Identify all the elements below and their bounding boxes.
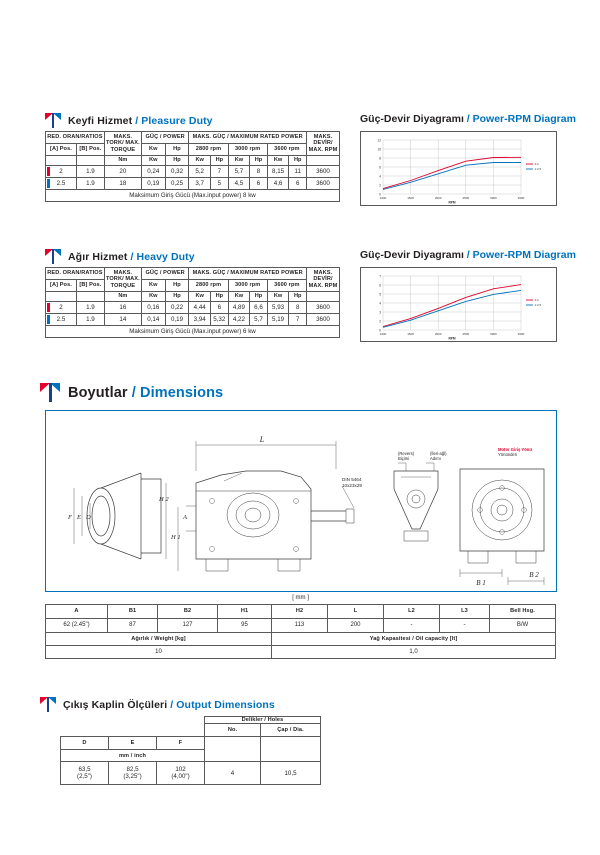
label-B1: B 1 — [476, 579, 486, 587]
cell-kw2-1: 4,22 — [228, 314, 250, 326]
out-head-no: No. — [205, 724, 261, 737]
svg-text:2500: 2500 — [462, 196, 470, 200]
output-dimensions-title — [63, 699, 275, 711]
cell-kw1-0: 5,2 — [189, 166, 211, 178]
label-H1: H 1 — [171, 534, 181, 541]
svg-text:4: 4 — [379, 174, 381, 179]
th-hp4: Hp — [250, 292, 268, 302]
cell-hp3-1: 7 — [289, 314, 307, 326]
svg-text:0: 0 — [379, 328, 381, 333]
svg-text:1500: 1500 — [407, 332, 414, 336]
cell-kw-0: 0,16 — [141, 302, 165, 314]
heavy-diagram-title-tr: Güç-Devir Diyagramı — [360, 249, 464, 261]
cell-hp3-0: 8 — [289, 302, 307, 314]
dimension-drawing-svg — [46, 411, 556, 591]
label-F: F — [68, 514, 72, 521]
th-rpm3000: 3000 rpm — [228, 144, 267, 156]
out-val-E-in: (3,25") — [123, 773, 142, 781]
cell-maxrpm-0: 3600 — [306, 166, 339, 178]
dim-val-L3: - — [440, 619, 490, 633]
heavy-duty-title — [68, 251, 195, 263]
th-kw4: Kw — [228, 292, 250, 302]
dim-val-L: 200 — [328, 619, 384, 633]
label-A: A — [183, 514, 187, 521]
label-motor-tr: Motor Giriş Yönü — [498, 447, 532, 452]
table-row — [46, 646, 556, 659]
th-hp3: Hp — [211, 292, 229, 302]
svg-text:12: 12 — [377, 138, 381, 143]
cell-kw1-0: 4,44 — [189, 302, 211, 314]
svg-text:6: 6 — [379, 165, 381, 170]
output-title-tr: Çıkış Kaplin Ölçüleri — [63, 698, 168, 711]
cell-kw2-0: 4,89 — [228, 302, 250, 314]
th-ratios: RED. ORAN/RATIOS — [46, 268, 105, 280]
dimensions-title-tr: Boyutlar — [68, 384, 128, 401]
table-row — [46, 166, 340, 178]
th-apos: [A] Pos. — [46, 144, 77, 156]
pleasure-diagram-title-en: / Power-RPM Diagram — [466, 113, 576, 125]
th-hp3: Hp — [211, 156, 229, 166]
cell-a-1: 2.5 — [46, 178, 77, 190]
th-rpm3600: 3600 rpm — [267, 144, 306, 156]
cell-kw-1: 0,19 — [141, 178, 165, 190]
th-bpos: [B] Pos. — [76, 280, 104, 292]
flag-icon — [45, 249, 62, 264]
pleasure-note: Maksimum Giriş Gücü (Max.input power) 8 kw — [46, 190, 340, 202]
out-head-F: F — [157, 737, 205, 750]
oil-value: 1,0 — [272, 646, 556, 659]
th-torque: MAKS. TORK/ MAX. TORQUE — [104, 132, 141, 156]
cell-kw3-0: 5,93 — [267, 302, 289, 314]
cell-kw2-1: 4,5 — [228, 178, 250, 190]
th-kw5: Kw — [267, 156, 289, 166]
svg-text:5: 5 — [379, 292, 381, 297]
svg-text:4: 4 — [379, 301, 381, 306]
out-val-D — [61, 762, 109, 785]
flag-icon — [45, 113, 62, 128]
output-dimensions-table — [60, 716, 321, 785]
table-row — [61, 762, 321, 785]
label-din: DIN 5464 — [342, 477, 362, 482]
dim-head-bell: Bell Hsg. — [490, 605, 556, 619]
pleasure-duty-header — [45, 113, 213, 128]
dim-head-H1: H1 — [218, 605, 272, 619]
cell-maxrpm-1: 3600 — [306, 178, 339, 190]
cell-a-0: 2 — [46, 166, 77, 178]
th-power: GÜÇ / POWER — [141, 132, 188, 144]
dim-val-B1: 87 — [108, 619, 158, 633]
cell-hp2-0: 6,6 — [250, 302, 268, 314]
dimensions-title-en: / Dimensions — [131, 384, 224, 401]
th-kw5: Kw — [267, 292, 289, 302]
th-rpm3600: 3600 rpm — [267, 280, 306, 292]
cell-b-0: 1.9 — [76, 302, 104, 314]
pleasure-diagram-title — [360, 113, 576, 125]
svg-text:1000: 1000 — [379, 332, 387, 336]
label-L: L — [259, 435, 265, 444]
heavy-note: Maksimum Giriş Gücü (Max.input power) 6 kw — [46, 326, 340, 338]
pleasure-duty-table — [45, 131, 340, 202]
dim-val-bell: B/W — [490, 619, 556, 633]
cell-hp2-0: 8 — [250, 166, 268, 178]
th-rpm3000: 3000 rpm — [228, 280, 267, 292]
cell-hp2-1: 5,7 — [250, 314, 268, 326]
pleasure-duty-title-tr: Keyfi Hizmet — [68, 114, 133, 127]
cell-nm-0: 20 — [104, 166, 141, 178]
out-head-holes: Delikler / Holes — [205, 717, 321, 724]
flag-icon — [40, 383, 62, 402]
label-din2: 10x23x29 — [342, 483, 362, 488]
out-val-dia: 10,5 — [261, 762, 321, 785]
svg-text:2000: 2000 — [434, 196, 442, 200]
th-nm: Nm — [104, 292, 141, 302]
cell-hp1-1: 5,32 — [211, 314, 229, 326]
svg-text:0: 0 — [379, 192, 381, 197]
output-dimensions-header — [40, 697, 275, 712]
table-row — [46, 302, 340, 314]
table-row — [46, 619, 556, 633]
th-kw2: Kw — [141, 156, 165, 166]
cell-nm-1: 18 — [104, 178, 141, 190]
th-hp2: Hp — [165, 156, 189, 166]
out-val-F-mm: 102 — [175, 766, 186, 774]
svg-text:3600: 3600 — [517, 332, 525, 336]
pleasure-duty-title — [68, 115, 213, 127]
weight-label: Ağırlık / Weight [kg] — [46, 633, 272, 646]
dim-head-L: L — [328, 605, 384, 619]
heavy-duty-table — [45, 267, 340, 338]
dim-val-A: 62 (2.45") — [46, 619, 108, 633]
th-hp5: Hp — [289, 292, 307, 302]
svg-text:1500: 1500 — [407, 196, 414, 200]
oil-label: Yağ Kapasitesi / Oil capacity [lt] — [272, 633, 556, 646]
out-val-D-mm: 63,5 — [78, 766, 91, 774]
out-val-F — [157, 762, 205, 785]
output-title-en: / Output Dimensions — [170, 698, 275, 711]
svg-text:2: 2 — [379, 183, 381, 188]
cell-hp1-1: 5 — [211, 178, 229, 190]
dim-head-L3: L3 — [440, 605, 490, 619]
out-val-D-in: (2,5") — [77, 773, 92, 781]
dimension-drawing — [45, 410, 557, 592]
cell-hp-0: 0,22 — [165, 302, 189, 314]
out-val-F-in: (4,00") — [171, 773, 190, 781]
svg-text:6: 6 — [379, 283, 381, 288]
heavy-duty-header — [45, 249, 195, 264]
cell-hp1-0: 6 — [211, 302, 229, 314]
svg-text:2: 2 — [379, 319, 381, 324]
label-reverse-tr: (Revers) — [398, 451, 415, 456]
svg-text:3000: 3000 — [490, 332, 497, 336]
cell-hp3-0: 11 — [289, 166, 307, 178]
th-hp4: Hp — [250, 156, 268, 166]
pleasure-chart-svg — [361, 132, 556, 205]
cell-nm-0: 16 — [104, 302, 141, 314]
cell-kw1-1: 3,7 — [189, 178, 211, 190]
dim-val-H1: 95 — [218, 619, 272, 633]
th-rated: MAKS. GÜÇ / MAXIMUM RATED POWER — [189, 268, 307, 280]
th-hp5: Hp — [289, 156, 307, 166]
flag-icon — [40, 697, 57, 712]
cell-b-1: 1.9 — [76, 314, 104, 326]
cell-hp-1: 0,19 — [165, 314, 189, 326]
cell-hp2-1: 6 — [250, 178, 268, 190]
cell-maxrpm-1: 3600 — [306, 314, 339, 326]
cell-b-1: 1.9 — [76, 178, 104, 190]
th-hp2: Hp — [165, 292, 189, 302]
heavy-diagram-title — [360, 249, 576, 261]
dimensions-title — [68, 385, 223, 401]
label-motor-en: Yönünden — [498, 452, 518, 457]
label-forward-tr: (İleri-ağl) — [430, 451, 447, 456]
cell-maxrpm-0: 3600 — [306, 302, 339, 314]
th-kw: Kw — [141, 144, 165, 156]
th-kw4: Kw — [228, 156, 250, 166]
out-head-D: D — [61, 737, 109, 750]
label-reverse-en: Biçimi — [398, 456, 410, 461]
cell-kw3-0: 8,15 — [267, 166, 289, 178]
svg-text:2500: 2500 — [462, 332, 470, 336]
dim-head-B1: B1 — [108, 605, 158, 619]
th-rpm2800: 2800 rpm — [189, 280, 228, 292]
dimensions-table — [45, 593, 556, 659]
cell-a-1: 2.5 — [46, 314, 77, 326]
heavy-chart — [360, 267, 557, 342]
th-nm: Nm — [104, 156, 141, 166]
svg-text:RPM: RPM — [448, 200, 456, 205]
cell-kw3-1: 5,19 — [267, 314, 289, 326]
dim-val-H2: 113 — [272, 619, 328, 633]
th-bpos: [B] Pos. — [76, 144, 104, 156]
label-B2: B 2 — [529, 571, 539, 579]
pleasure-chart — [360, 131, 557, 206]
th-maxrpm: MAKS. DEVİR/ MAX. RPM — [306, 268, 339, 292]
unit-label: [ mm ] — [292, 595, 309, 602]
th-torque: MAKS. TORK/ MAX. TORQUE — [104, 268, 141, 292]
out-val-E — [109, 762, 157, 785]
dim-val-L2: - — [384, 619, 440, 633]
dim-head-H2: H2 — [272, 605, 328, 619]
th-ratios: RED. ORAN/RATIOS — [46, 132, 105, 144]
label-H2: H 2 — [159, 496, 169, 503]
cell-kw-0: 0,24 — [141, 166, 165, 178]
cell-hp-1: 0,25 — [165, 178, 189, 190]
label-D: D — [86, 514, 91, 521]
cell-kw1-1: 3,94 — [189, 314, 211, 326]
cell-b-0: 1.9 — [76, 166, 104, 178]
out-head-dia: Çap / Dia. — [261, 724, 321, 737]
svg-text:1000: 1000 — [379, 196, 387, 200]
label-E: E — [77, 514, 81, 521]
cell-hp1-0: 7 — [211, 166, 229, 178]
dimensions-header — [40, 383, 223, 402]
pleasure-diagram-title-tr: Güç-Devir Diyagramı — [360, 113, 464, 125]
svg-text:3: 3 — [379, 310, 381, 315]
svg-text:3000: 3000 — [490, 196, 497, 200]
dim-head-B2: B2 — [158, 605, 218, 619]
out-val-E-mm: 82,5 — [126, 766, 139, 774]
cell-a-0: 2 — [46, 302, 77, 314]
th-hp: Hp — [165, 144, 189, 156]
th-nm-blank — [46, 156, 77, 166]
cell-kw-1: 0,14 — [141, 314, 165, 326]
th-kw3: Kw — [189, 156, 211, 166]
th-hp: Hp — [165, 280, 189, 292]
out-head-E: E — [109, 737, 157, 750]
dim-head-L2: L2 — [384, 605, 440, 619]
cell-kw3-1: 4,6 — [267, 178, 289, 190]
svg-text:RPM: RPM — [448, 336, 456, 341]
cell-kw2-0: 5,7 — [228, 166, 250, 178]
th-apos: [A] Pos. — [46, 280, 77, 292]
th-kw: Kw — [141, 280, 165, 292]
th-power: GÜÇ / POWER — [141, 268, 188, 280]
dim-head-A: A — [46, 605, 108, 619]
svg-text:1:2,5: 1:2,5 — [534, 303, 542, 308]
th-kw3: Kw — [189, 292, 211, 302]
dim-val-B2: 127 — [158, 619, 218, 633]
out-val-no: 4 — [205, 762, 261, 785]
svg-text:1:2,5: 1:2,5 — [534, 167, 542, 172]
th-maxrpm: MAKS. DEVİR/ MAX. RPM — [306, 132, 339, 156]
cell-hp3-1: 6 — [289, 178, 307, 190]
heavy-diagram-title-en: / Power-RPM Diagram — [466, 249, 576, 261]
pleasure-duty-title-en: / Pleasure Duty — [135, 114, 213, 127]
cell-nm-1: 14 — [104, 314, 141, 326]
table-row — [46, 178, 340, 190]
svg-text:3600: 3600 — [517, 196, 525, 200]
table-row — [46, 314, 340, 326]
svg-text:1:2: 1:2 — [534, 162, 539, 167]
label-forward-en: Adımı — [430, 456, 441, 461]
th-rpm2800: 2800 rpm — [189, 144, 228, 156]
heavy-duty-title-en: / Heavy Duty — [130, 250, 195, 263]
th-rated: MAKS. GÜÇ / MAXIMUM RATED POWER — [189, 132, 307, 144]
th-kw2: Kw — [141, 292, 165, 302]
svg-text:8: 8 — [379, 156, 381, 161]
weight-value: 10 — [46, 646, 272, 659]
svg-text:7: 7 — [379, 274, 381, 279]
out-unit-label: mm / inch — [61, 750, 205, 762]
svg-text:10: 10 — [377, 147, 381, 152]
heavy-chart-svg — [361, 268, 556, 341]
svg-text:2000: 2000 — [434, 332, 442, 336]
heavy-duty-title-tr: Ağır Hizmet — [68, 250, 128, 263]
cell-hp-0: 0,32 — [165, 166, 189, 178]
svg-text:1:2: 1:2 — [534, 298, 539, 303]
